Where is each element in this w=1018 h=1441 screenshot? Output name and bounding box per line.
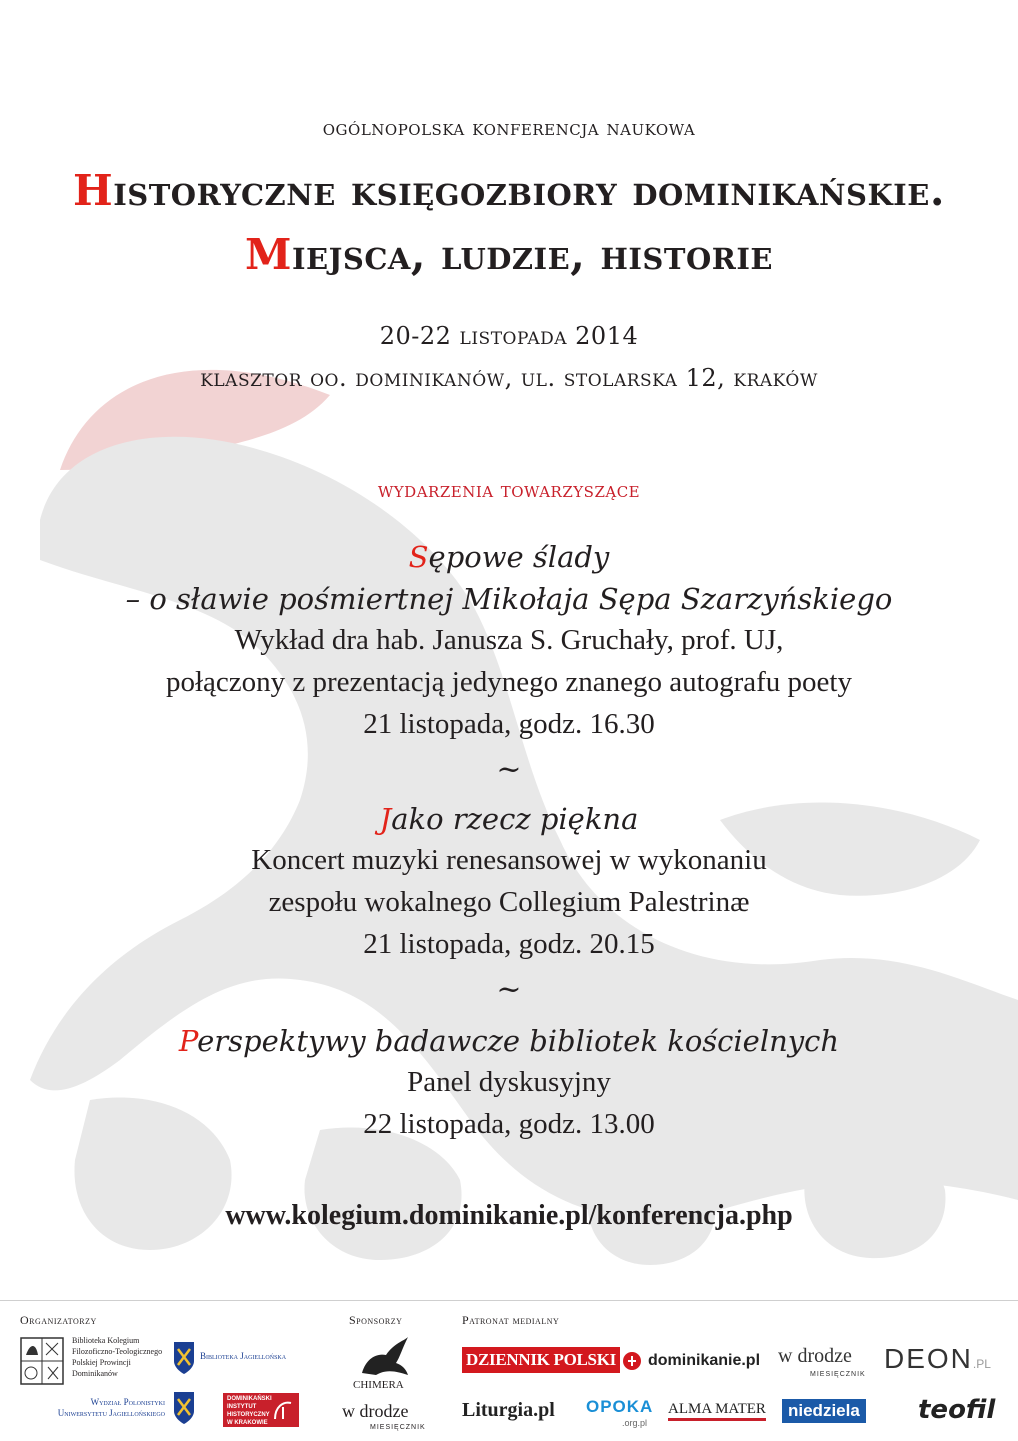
separator-1: ~ (496, 752, 522, 787)
event-2-initial: J (379, 802, 392, 836)
media-dominikanie: dominikanie.pl (648, 1352, 761, 1369)
organizers-label: Organizatorzy (20, 1313, 97, 1327)
media-liturgia: Liturgia.pl (462, 1399, 555, 1421)
org-wydzial-polonistyki: Wydział Polonistyki Uniwersytetu Jagiellońskiego (57, 1397, 165, 1418)
event-2-line-1: Koncert muzyki renesansowej w wykonaniu (251, 844, 767, 876)
event-3-line-1: Panel dyskusyjny (407, 1066, 611, 1098)
media-label: Patronat medialny (462, 1313, 560, 1327)
conference-venue: klasztor oo. dominikanów, ul. stolarska 12, kraków (200, 364, 818, 392)
event-1-subtitle: – o sławie pośmiertnej Mikołaja Sępa Szarzyńskiego (125, 582, 893, 616)
media-niedziela: niedziela (782, 1399, 866, 1423)
sponsor-wdrodze: w drodze (342, 1401, 409, 1421)
media-deon: DEON.PL (884, 1343, 991, 1374)
title-line-2 (0, 230, 1018, 279)
title-line-1-text: istoryczne księgozbiory dominikańskie. (113, 166, 945, 215)
section-title: wydarzenia towarzyszące (377, 478, 641, 502)
conference-dates: 20-22 listopada 2014 (379, 322, 639, 350)
sponsor-chimera: CHIMERA (353, 1379, 404, 1391)
event-2-when: 21 listopada, godz. 20.15 (363, 928, 655, 960)
event-1-when: 21 listopada, godz. 16.30 (363, 708, 655, 740)
title-initial-m: M (244, 230, 292, 279)
conference-url[interactable]: www.kolegium.dominikanie.pl/konferencja.php (225, 1200, 793, 1231)
media-wdrodze: w drodze (778, 1345, 852, 1367)
media-teofil: teofil (918, 1395, 996, 1425)
event-3-title (0, 1024, 1018, 1058)
title-initial-h: H (73, 166, 114, 215)
dominikanie-logo-icon (622, 1351, 642, 1371)
jagiellonian-crest-icon (173, 1341, 195, 1375)
media-dziennik-polski: DZIENNIK POLSKI (462, 1347, 620, 1373)
media-alma-mater: ALMA MATER (668, 1401, 766, 1421)
event-1-line-2: połączony z prezentacją jedynego znanego autografu poety (165, 666, 852, 698)
event-3-initial: P (178, 1024, 198, 1058)
separator-2: ~ (496, 972, 522, 1007)
title-line-1 (0, 166, 1018, 215)
conference-type: ogólnopolska konferencja naukowa (322, 116, 696, 141)
media-opoka: OPOKA (586, 1397, 654, 1416)
event-1-line-1: Wykład dra hab. Janusza S. Gruchały, prof. UJ, (234, 624, 784, 656)
sponsors-label: Sponsorzy (349, 1313, 403, 1327)
instytut-mark-icon (273, 1399, 293, 1421)
event-2-line-2: zespołu wokalnego Collegium Palestrinæ (268, 886, 750, 918)
title-line-2-text: iejsca, ludzie, historie (291, 230, 773, 279)
chimera-icon (356, 1335, 410, 1377)
org-dominikanski-instytut: DOMINIKAŃSKI INSTYTUT HISTORYCZNY W KRAKOWIE (223, 1393, 299, 1427)
event-1-initial: S (408, 540, 429, 574)
event-3-when: 22 listopada, godz. 13.00 (363, 1108, 655, 1140)
kolegium-crest-icon (20, 1337, 64, 1385)
footer (0, 1300, 1018, 1441)
event-2-title-text: ako rzecz piękna (391, 802, 639, 836)
event-1-title (0, 540, 1018, 574)
org-biblioteka-kolegium: Biblioteka Kolegium Filozoficzno-Teologicznego Polskiej Prowincji Dominikanów (72, 1336, 163, 1378)
org-biblioteka-jagiellonska: Biblioteka Jagiellońska (200, 1351, 287, 1361)
event-2-title (0, 802, 1018, 836)
uj-crest-icon (173, 1391, 195, 1425)
event-1-title-text: ępowe ślady (428, 540, 610, 574)
media-opoka-sub: .org.pl (622, 1418, 648, 1428)
media-wdrodze-sub: MIESIĘCZNIK (810, 1371, 866, 1378)
event-3-title-text: erspektywy badawcze bibliotek kościelnych (197, 1024, 840, 1058)
sponsor-wdrodze-sub: MIESIĘCZNIK (370, 1424, 426, 1431)
